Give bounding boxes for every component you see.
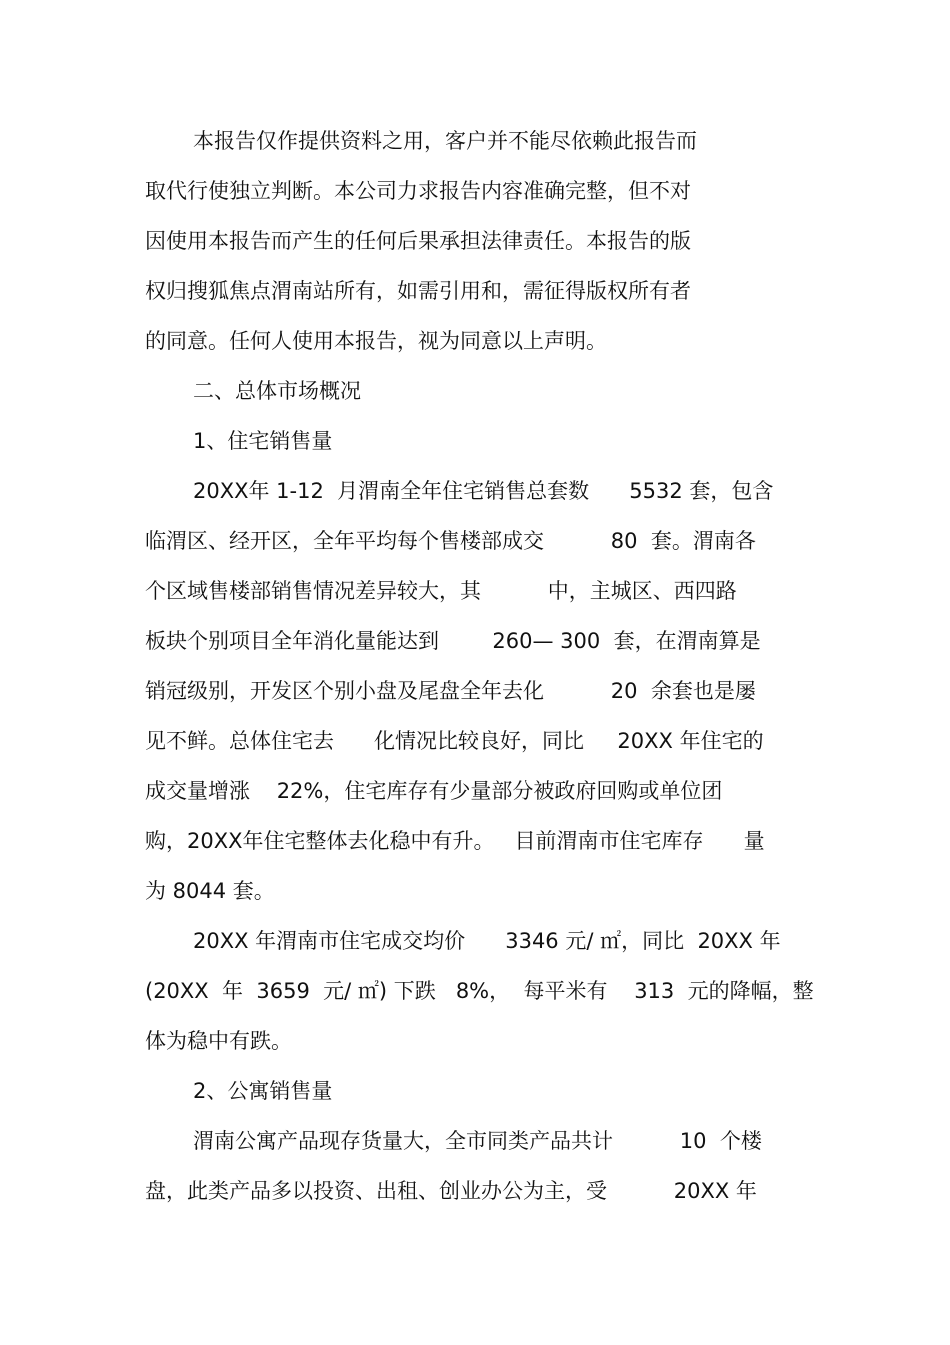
- text-line: 20XX年 1-12 月渭南全年住宅销售总套数 5532 套，包含: [193, 479, 774, 503]
- text-line: 盘，此类产品多以投资、出租、创业办公为主，受 20XX 年: [145, 1179, 757, 1203]
- text-line: 为 8044 套。: [145, 879, 275, 903]
- text-line: 个区域售楼部销售情况差异较大，其 中，主城区、西四路: [145, 579, 737, 603]
- text-line: 权归搜狐焦点渭南站所有，如需引用和，需征得版权所有者: [145, 279, 691, 303]
- text-line: 取代行使独立判断。本公司力求报告内容准确完整，但不对: [145, 179, 691, 203]
- subsection-heading: 1、住宅销售量: [193, 429, 333, 453]
- text-line: 渭南公寓产品现存货量大，全市同类产品共计 10 个楼: [193, 1129, 762, 1153]
- text-line: 销冠级别，开发区个别小盘及尾盘全年去化 20 余套也是屡: [145, 679, 756, 703]
- section-heading: 二、总体市场概况: [193, 379, 361, 403]
- text-line: 的同意。任何人使用本报告，视为同意以上声明。: [145, 329, 607, 353]
- text-line: 体为稳中有跌。: [145, 1029, 292, 1053]
- text-line: 本报告仅作提供资料之用，客户并不能尽依赖此报告而: [193, 129, 697, 153]
- text-line: 临渭区、经开区，全年平均每个售楼部成交 80 套。渭南各: [145, 529, 756, 553]
- text-line: 因使用本报告而产生的任何后果承担法律责任。本报告的版: [145, 229, 691, 253]
- text-line: 20XX 年渭南市住宅成交均价 3346 元/ ㎡，同比 20XX 年: [193, 929, 781, 953]
- subsection-heading: 2、公寓销售量: [193, 1079, 333, 1103]
- text-line: 购，20XX年住宅整体去化稳中有升。 目前渭南市住宅库存 量: [145, 829, 765, 853]
- text-line: (20XX 年 3659 元/ ㎡) 下跌 8%， 每平米有 313 元的降幅，整: [145, 979, 814, 1003]
- text-line: 见不鲜。总体住宅去 化情况比较良好，同比 20XX 年住宅的: [145, 729, 764, 753]
- text-line: 板块个别项目全年消化量能达到 260— 300 套，在渭南算是: [145, 629, 761, 653]
- text-line: 成交量增涨 22%，住宅库存有少量部分被政府回购或单位团: [145, 779, 723, 803]
